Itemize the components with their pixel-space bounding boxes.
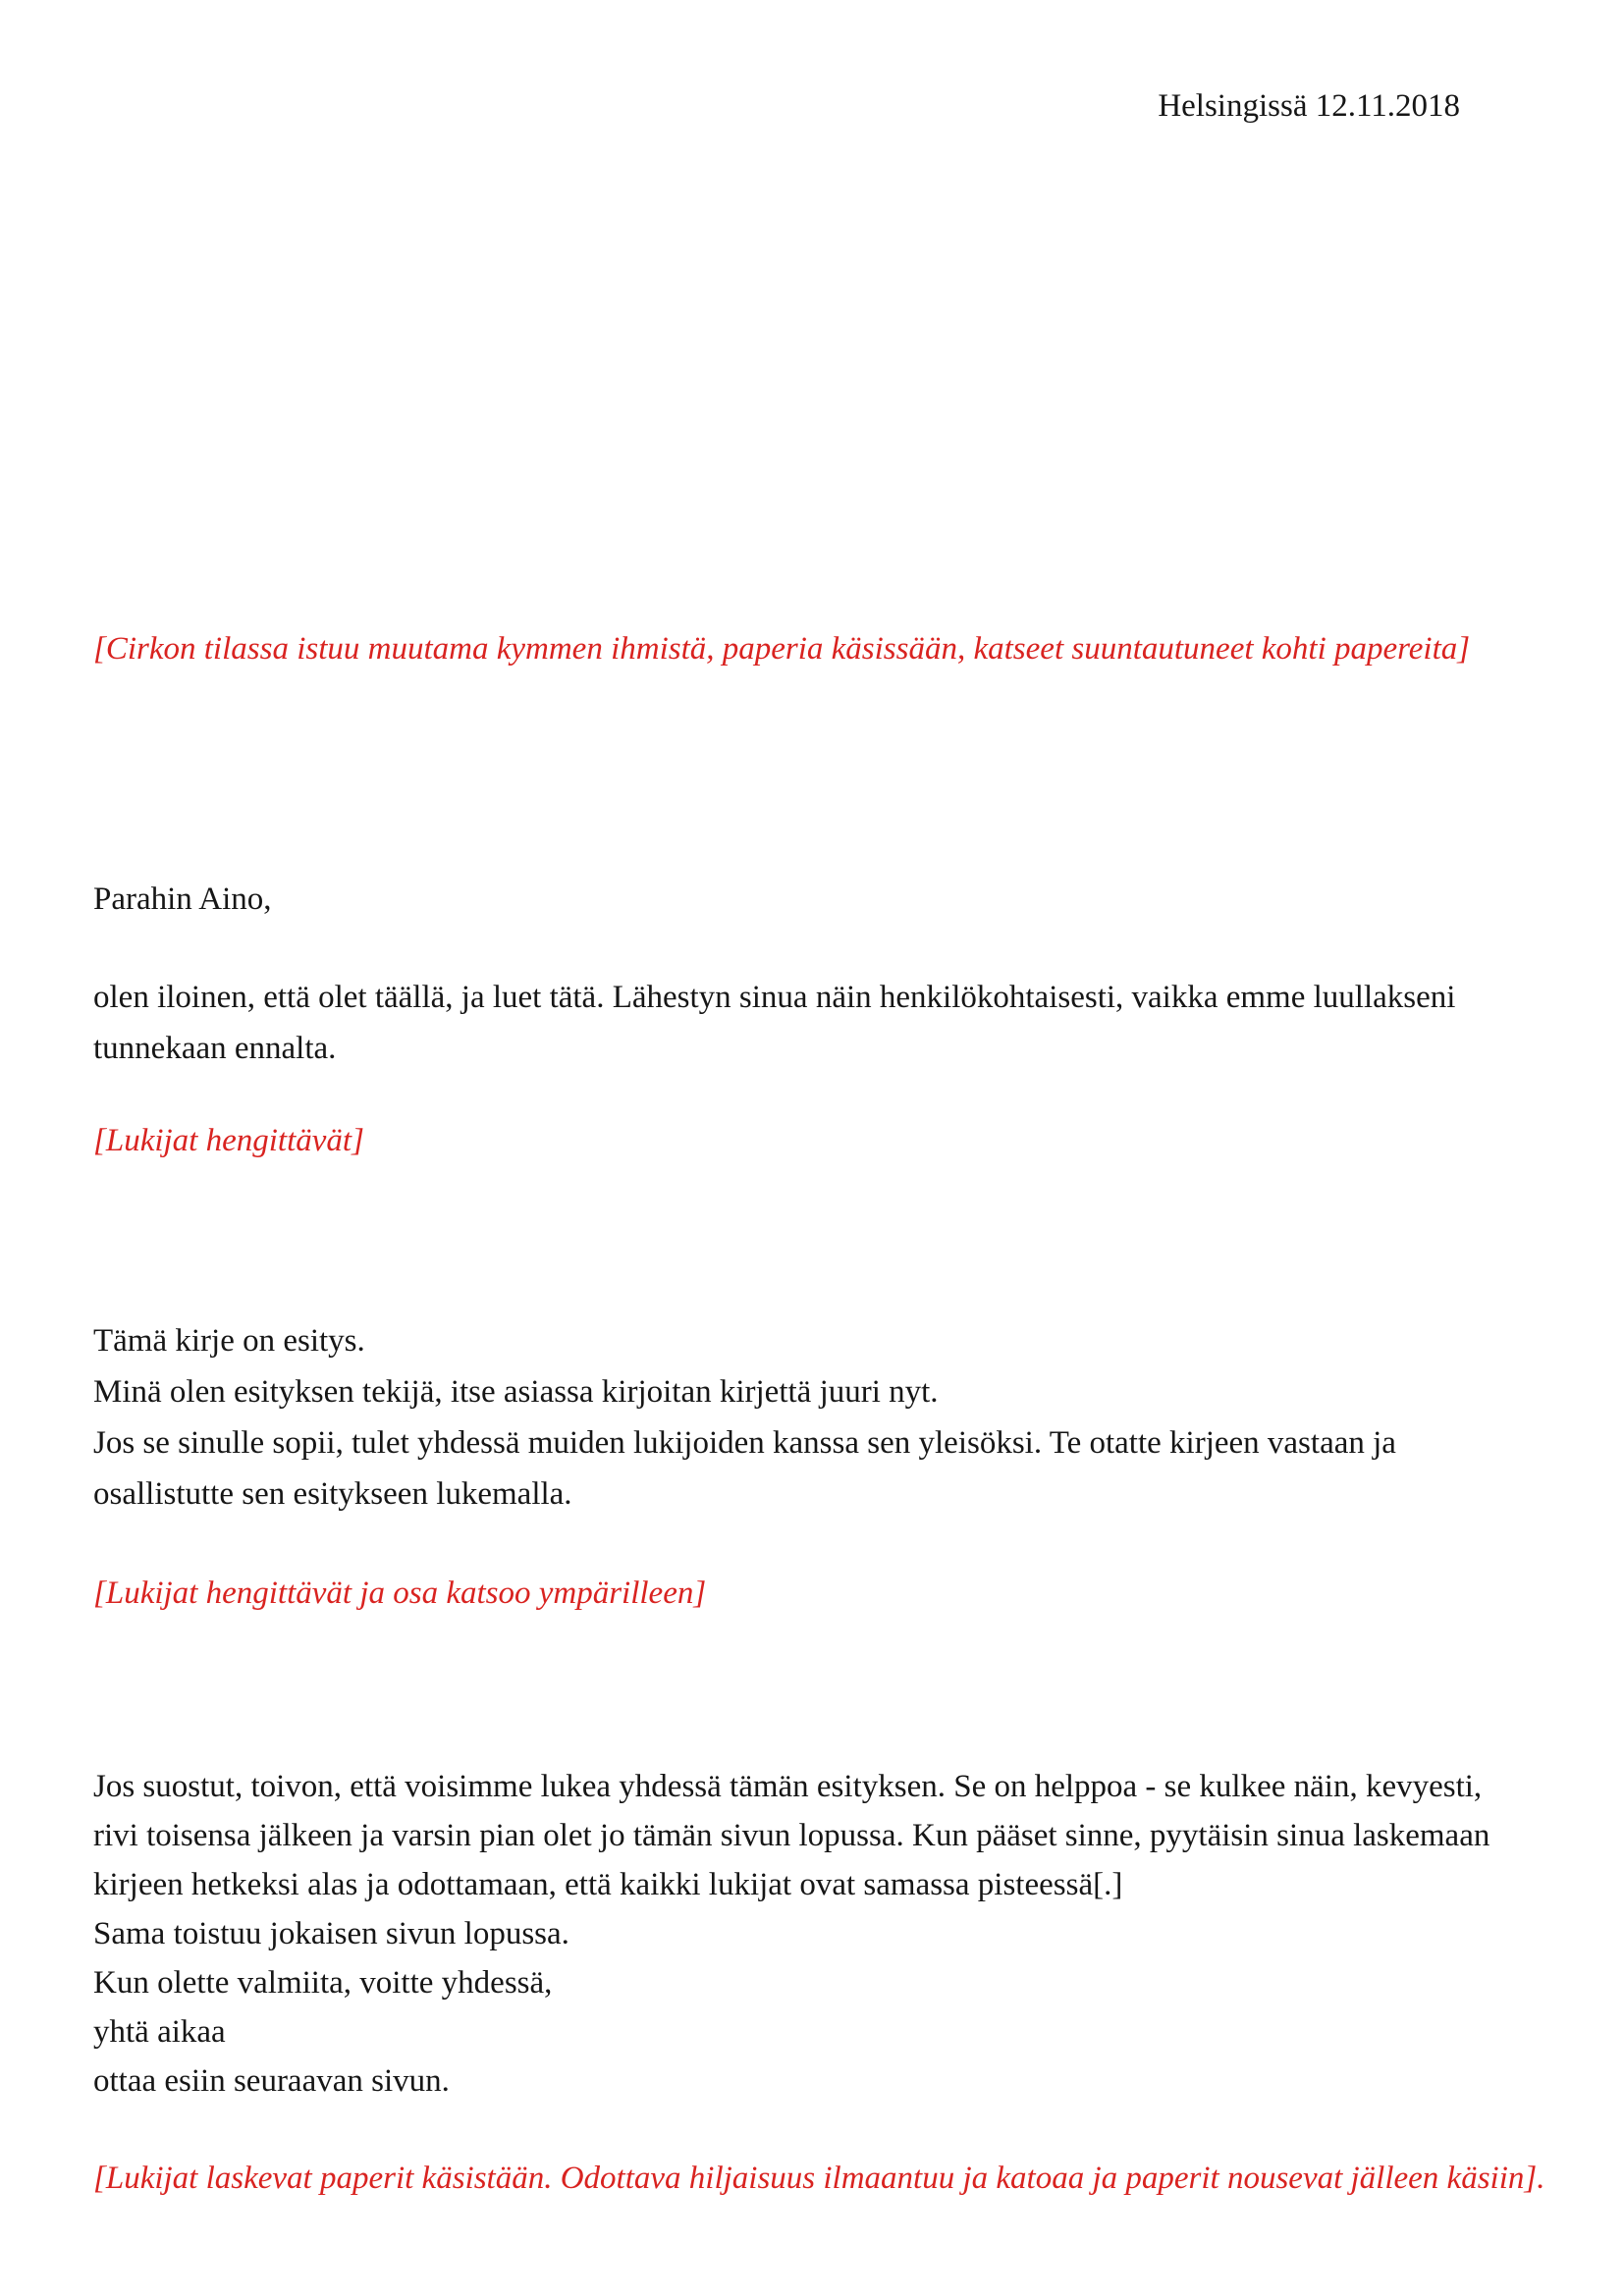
text-line: yhtä aikaa <box>93 2014 226 2050</box>
text-line: osallistutte sen esitykseen lukemalla. <box>93 1476 572 1512</box>
dateline: Helsingissä 12.11.2018 <box>1158 88 1460 124</box>
text-line: olen iloinen, että olet täällä, ja luet tätä. Lähestyn sinua näin henkilökohtaisesti, vaikka emme luullakseni <box>93 980 1456 1015</box>
text-line: Jos suostut, toivon, että voisimme lukea yhdessä tämän esityksen. Se on helppoa - se kulkee näin, kevyesti, <box>93 1769 1483 1804</box>
text-line: rivi toisensa jälkeen ja varsin pian olet jo tämän sivun lopussa. Kun pääset sinne, pyytäisin sinua laskemaan <box>93 1818 1490 1853</box>
stage-direction-readers-breathe: [Lukijat hengittävät] <box>93 1123 364 1158</box>
stage-direction-opening: [Cirkon tilassa istuu muutama kymmen ihmistä, paperia käsissään, katseet suuntautuneet kohti papereita] <box>93 631 1471 667</box>
text-line: ottaa esiin seuraavan sivun. <box>93 2063 450 2099</box>
paragraph-greeting <box>93 972 1455 1074</box>
paragraph-letter-is-performance <box>93 1315 1396 1520</box>
salutation: Parahin Aino, <box>93 881 272 917</box>
paragraph-reading-instructions <box>93 1762 1489 2106</box>
text-line: Jos se sinulle sopii, tulet yhdessä muiden lukijoiden kanssa sen yleisöksi. Te otatte kirjeen vastaan ja <box>93 1425 1396 1461</box>
text-line: kirjeen hetkeksi alas ja odottamaan, että kaikki lukijat ovat samassa pisteessä[.] <box>93 1867 1123 1902</box>
stage-direction-closing: [Lukijat laskevat paperit käsistään. Odottava hiljaisuus ilmaantuu ja katoaa ja paperit nousevat jälleen käsiin]. <box>93 2161 1545 2196</box>
text-line: Kun olette valmiita, voitte yhdessä, <box>93 1965 553 2001</box>
text-line: tunnekaan ennalta. <box>93 1031 337 1066</box>
stage-direction-readers-breathe-look: [Lukijat hengittävät ja osa katsoo ympärilleen] <box>93 1575 707 1611</box>
text-line: Minä olen esityksen tekijä, itse asiassa kirjoitan kirjettä juuri nyt. <box>93 1374 939 1410</box>
text-line: Sama toistuu jokaisen sivun lopussa. <box>93 1916 569 1951</box>
text-line: Tämä kirje on esitys. <box>93 1323 365 1359</box>
